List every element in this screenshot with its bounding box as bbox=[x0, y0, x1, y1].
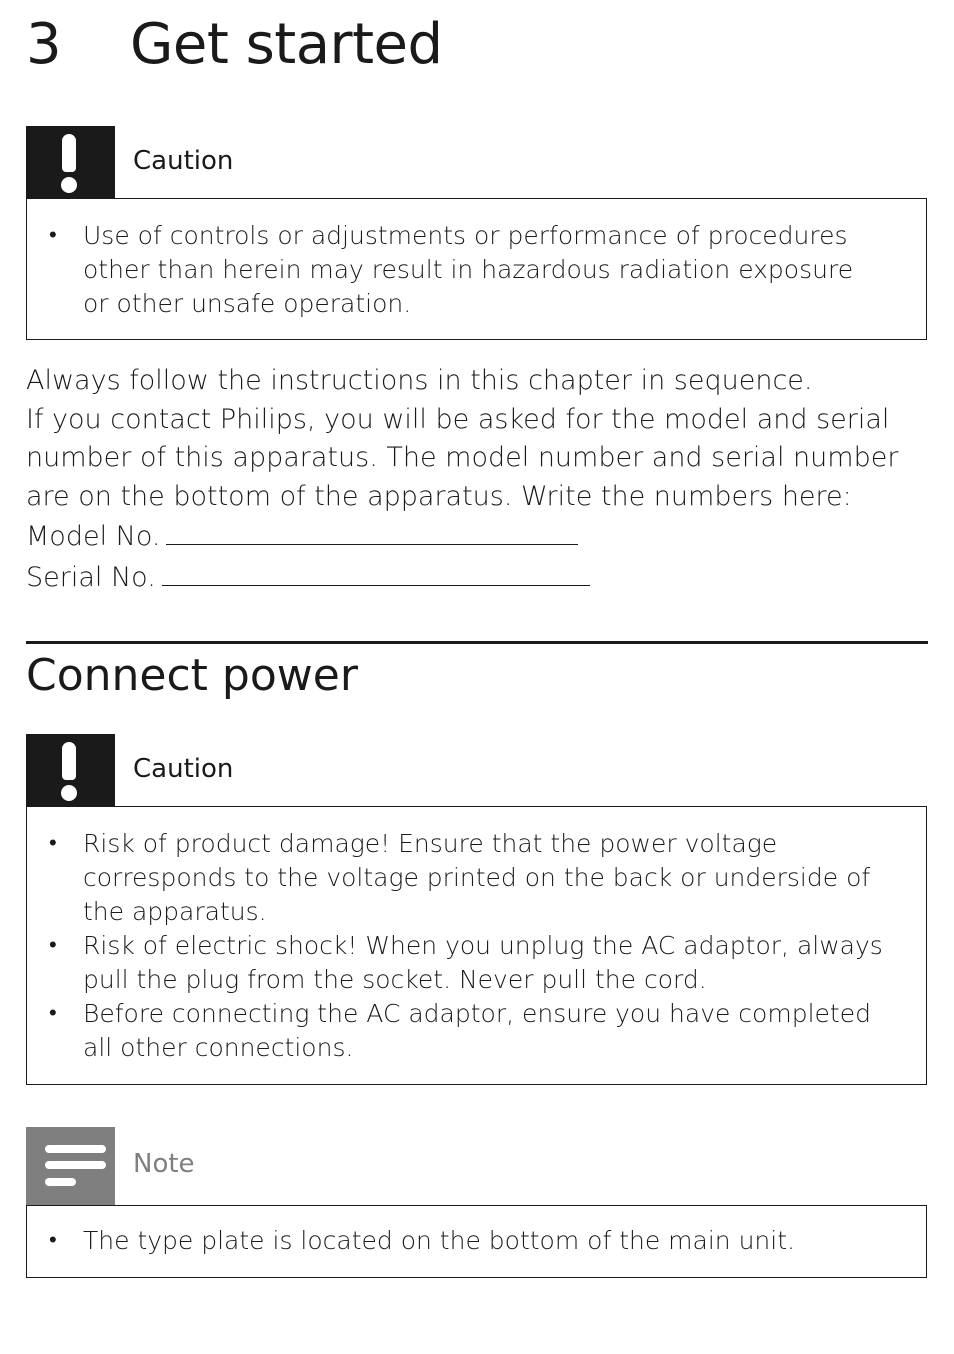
caution-box bbox=[26, 806, 927, 1085]
caution-list bbox=[83, 219, 906, 321]
note-list bbox=[83, 1224, 906, 1258]
caution-box bbox=[26, 198, 927, 340]
caution-header bbox=[26, 126, 927, 198]
caution-header bbox=[26, 734, 927, 806]
caution-item: • Risk of electric shock! When you unplug the AC adaptor, always pull the plug from the socket. Never pull the cord. bbox=[83, 929, 906, 997]
note-label: Note bbox=[133, 1149, 195, 1179]
caution-callout-2 bbox=[26, 734, 927, 1085]
caution-callout-1 bbox=[26, 126, 927, 340]
chapter-title: Get started bbox=[130, 12, 443, 77]
exclamation-icon bbox=[26, 126, 115, 198]
section-title: Connect power bbox=[26, 650, 358, 701]
serial-number-label: Serial No. bbox=[26, 561, 156, 593]
caution-label: Caution bbox=[133, 754, 234, 784]
note-callout bbox=[26, 1127, 927, 1278]
caution-item: • Use of controls or adjustments or performance of procedures other than herein may result in hazardous radiation exposure or other unsafe operation. bbox=[83, 219, 906, 321]
serial-number-line bbox=[26, 557, 936, 598]
intro-paragraph-2: If you contact Philips, you will be asked for the model and serial number of this apparatus. The model number and serial number are on the bottom of the apparatus. Write the numbers here: bbox=[26, 403, 899, 512]
model-number-blank bbox=[166, 516, 578, 545]
exclamation-icon bbox=[26, 734, 115, 806]
caution-item: • Before connecting the AC adaptor, ensure you have completed all other connections. bbox=[83, 997, 906, 1065]
model-number-label: Model No. bbox=[26, 521, 161, 553]
chapter-heading bbox=[26, 14, 443, 76]
note-item: • The type plate is located on the bottom of the main unit. bbox=[83, 1224, 906, 1258]
caution-item: • Risk of product damage! Ensure that the power voltage corresponds to the voltage printed on the back or underside of the apparatus. bbox=[83, 827, 906, 929]
section-divider bbox=[26, 641, 928, 644]
note-box bbox=[26, 1205, 927, 1278]
caution-list bbox=[83, 827, 906, 1065]
caution-label: Caution bbox=[133, 146, 234, 176]
model-number-line bbox=[26, 516, 936, 557]
note-lines-icon bbox=[26, 1127, 115, 1205]
intro-text bbox=[26, 362, 936, 598]
chapter-number: 3 bbox=[26, 12, 62, 77]
note-header bbox=[26, 1127, 927, 1205]
intro-paragraph-1: Always follow the instructions in this chapter in sequence. bbox=[26, 365, 813, 396]
serial-number-blank bbox=[162, 557, 590, 586]
